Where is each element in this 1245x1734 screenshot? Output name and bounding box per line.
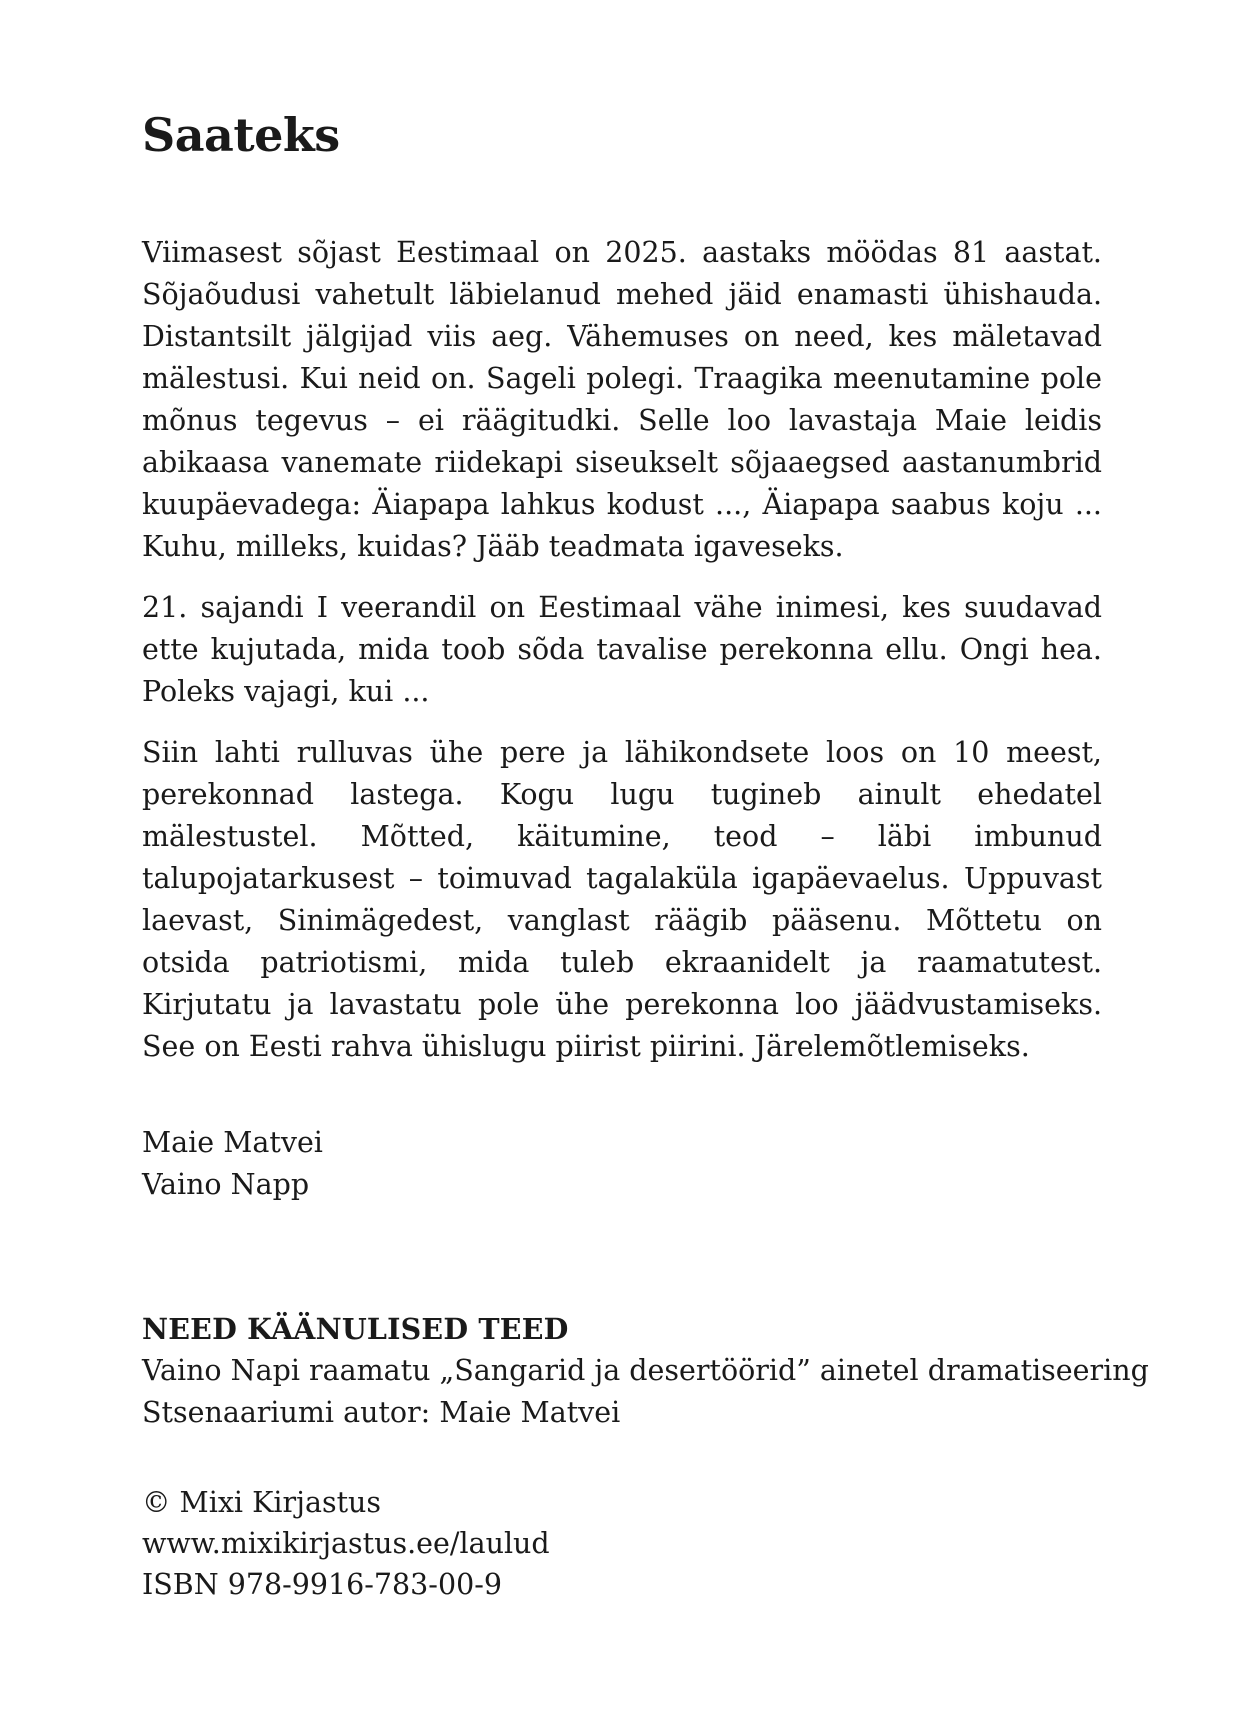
page-title: Saateks xyxy=(142,108,340,162)
colophon xyxy=(142,1308,1149,1434)
document-page xyxy=(142,108,1149,1605)
foreword-paragraph-3: Siin lahti rulluvas ühe pere ja lähikondsete loos on 10 meest, perekonnad lastega. Kogu lugu tugineb ainult ehedatel mälestustel. Mõtted, käitumine, teod – läbi imbunud talupojatarkusest – toimuvad tagalaküla igapäevaelus. Uppuvast laevast, Sinimägedest, vanglast räägib pääsenu. Mõttetu on otsida patriotismi, mida tuleb ekraanidelt ja raamatutest. Kirjutatu ja lavastatu pole ühe perekonna loo jäädvustamiseks. See on Eesti rahva ühislugu piirist piirini. Järelemõtlemiseks. xyxy=(142,735,1102,1063)
work-subtitle: Vaino Napi raamatu „Sangarid ja desertöörid” ainetel dramatiseering xyxy=(142,1353,1149,1387)
isbn: ISBN 978-9916-783-00-9 xyxy=(142,1567,502,1601)
work-title: NEED KÄÄNULISED TEED xyxy=(142,1311,569,1346)
signature-name-2: Vaino Napp xyxy=(142,1167,310,1201)
copyright-notice: © Mixi Kirjastus xyxy=(142,1485,382,1519)
script-author: Stsenaariumi autor: Maie Matvei xyxy=(142,1395,621,1429)
signature-block xyxy=(142,1122,1102,1206)
publisher-info xyxy=(142,1482,1102,1605)
foreword-paragraph-1: Viimasest sõjast Eestimaal on 2025. aastaks möödas 81 aastat. Sõjaõudusi vahetult läbielanud mehed jäid enamasti ühishauda. Distantsilt jälgijad viis aeg. Vähemuses on need, kes mäletavad mälestusi. Kui neid on. Sageli polegi. Traagika meenutamine pole mõnus tegevus – ei räägitudki. Selle loo lavastaja Maie leidis abikaasa vanemate riidekapi siseukselt sõjaaegsed aastanumbrid kuupäevadega: Äiapapa lahkus kodust ..., Äiapapa saabus koju ... Kuhu, milleks, kuidas? Jääb teadmata igaveseks. xyxy=(142,235,1102,563)
publisher-website: www.mixikirjastus.ee/laulud xyxy=(142,1526,550,1560)
foreword-paragraph-2: 21. sajandi I veerandil on Eestimaal vähe inimesi, kes suudavad ette kujutada, mida toob sõda tavalise perekonna ellu. Ongi hea. Poleks vajagi, kui ... xyxy=(142,590,1102,708)
foreword-body xyxy=(142,232,1102,1068)
signature-name-1: Maie Matvei xyxy=(142,1125,323,1159)
